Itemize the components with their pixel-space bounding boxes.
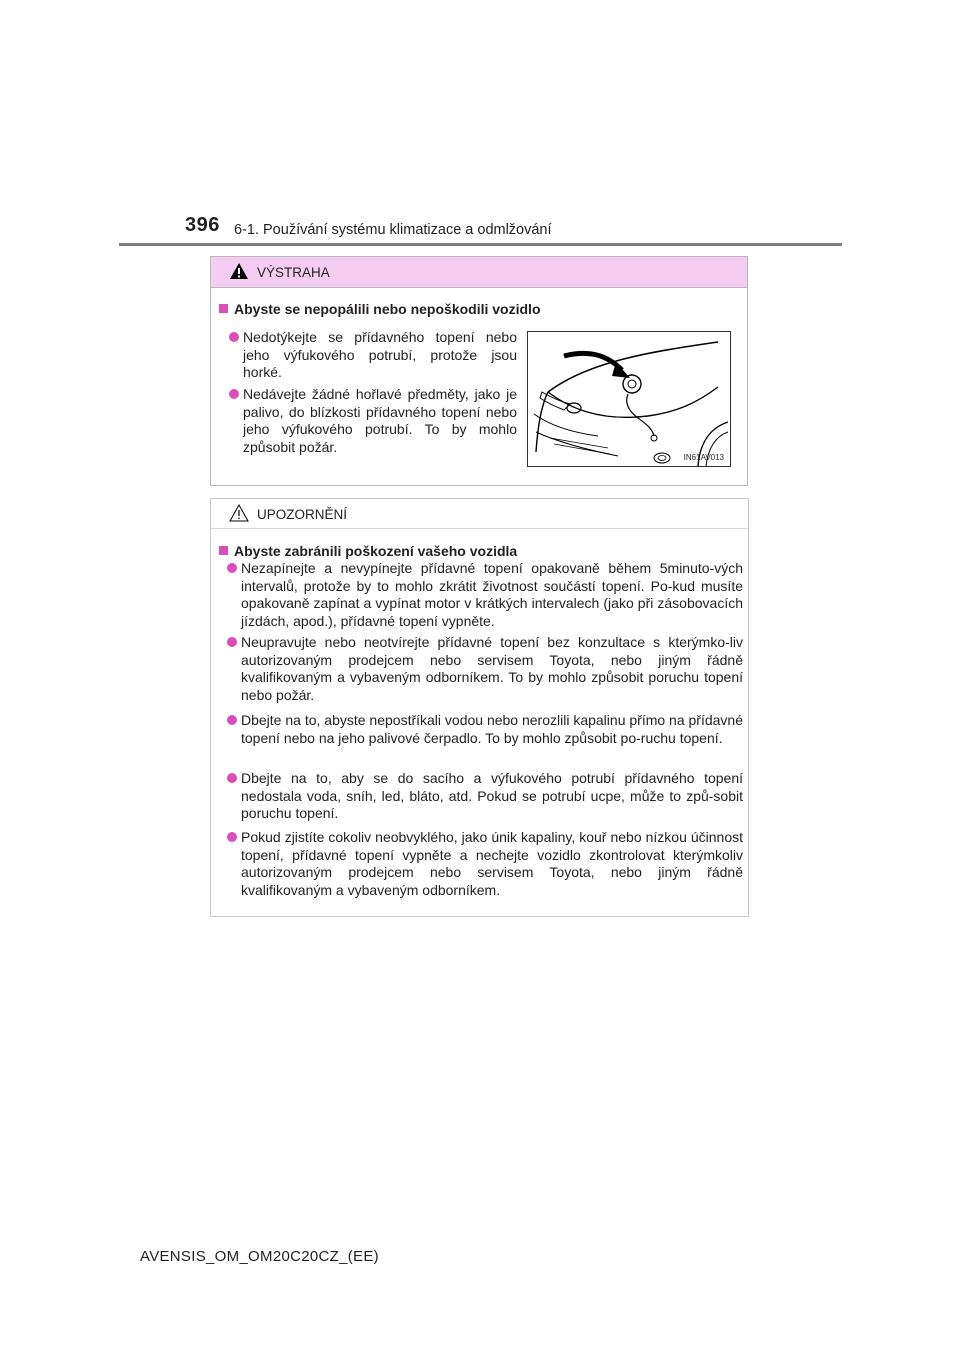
warning-label: VÝSTRAHA	[257, 265, 330, 280]
section-title: 6-1. Používání systému klimatizace a odmlžování	[234, 222, 552, 238]
caution-item: Pokud zjistíte cokoliv neobvyklého, jako únik kapaliny, kouř nebo nízkou účinnost topení, přídavné topení vypněte a nechejte vozidlo zkontrolovat kterýmkoliv autorizovaným prodejcem nebo servisem Toyota, nebo jiným řádně kvalifikovaným a vybaveným odborníkem.	[227, 829, 743, 899]
caution-item: Neupravujte nebo neotvírejte přídavné topení bez konzultace s kterýmko-liv autorizovaným prodejcem nebo servisem Toyota, nebo jiným řádně kvalifikovaným a vybaveným odborníkem. To by mohlo způsobit poruchu topení nebo požár.	[227, 634, 743, 704]
warning-heading: Abyste se nepopálili nebo nepoškodili vozidlo	[219, 301, 541, 317]
bullet-dot-icon	[229, 389, 239, 399]
page-number: 396	[185, 214, 220, 236]
square-bullet-icon	[219, 546, 228, 555]
car-illustration	[527, 331, 731, 467]
warning-item: Nedávejte žádné hořlavé předměty, jako je palivo, do blízkosti přídavného topení nebo jeho výfukového potrubí. To by mohlo způsobit požár.	[229, 386, 517, 456]
bullet-dot-icon	[227, 563, 237, 573]
caution-triangle-icon	[229, 504, 249, 522]
warning-triangle-icon	[229, 262, 249, 280]
square-bullet-icon	[219, 304, 228, 313]
warning-item: Nedotýkejte se přídavného topení nebo jeho výfukového potrubí, protože jsou horké.	[229, 329, 517, 382]
bullet-dot-icon	[227, 773, 237, 783]
caution-box	[210, 498, 749, 917]
caution-header	[211, 499, 748, 529]
document-code: AVENSIS_OM_OM20C20CZ_(EE)	[140, 1248, 379, 1265]
header-rule	[119, 243, 842, 246]
bullet-dot-icon	[227, 832, 237, 842]
caution-item: Dbejte na to, abyste nepostříkali vodou nebo nerozlili kapalinu přímo na přídavné topení nebo na jeho palivové čerpadlo. To by mohlo způsobit po-ruchu topení.	[227, 712, 743, 747]
warning-box	[210, 256, 748, 486]
caution-heading: Abyste zabránili poškození vašeho vozidla	[219, 543, 517, 559]
figure-code: IN61AV013	[683, 453, 724, 462]
warning-header	[211, 257, 747, 288]
car-front-illustration	[528, 332, 730, 466]
caution-item: Dbejte na to, aby se do sacího a výfukového potrubí přídavného topení nedostala voda, sníh, led, bláto, atd. Pokud se potrubí ucpe, může to způ-sobit poruchu topení.	[227, 770, 743, 823]
caution-label: UPOZORNĚNÍ	[257, 507, 348, 522]
bullet-dot-icon	[227, 637, 237, 647]
bullet-dot-icon	[229, 332, 239, 342]
bullet-dot-icon	[227, 715, 237, 725]
caution-item: Nezapínejte a nevypínejte přídavné topení opakovaně během 5minuto-vých intervalů, protože by to mohlo zkrátit životnost součástí topení. Po-kud musíte opakovaně zapínat a vypínat motor v krátkých intervalech (jako při zásobovacích jízdách, apod.), přídavné topení vypněte.	[227, 560, 743, 630]
